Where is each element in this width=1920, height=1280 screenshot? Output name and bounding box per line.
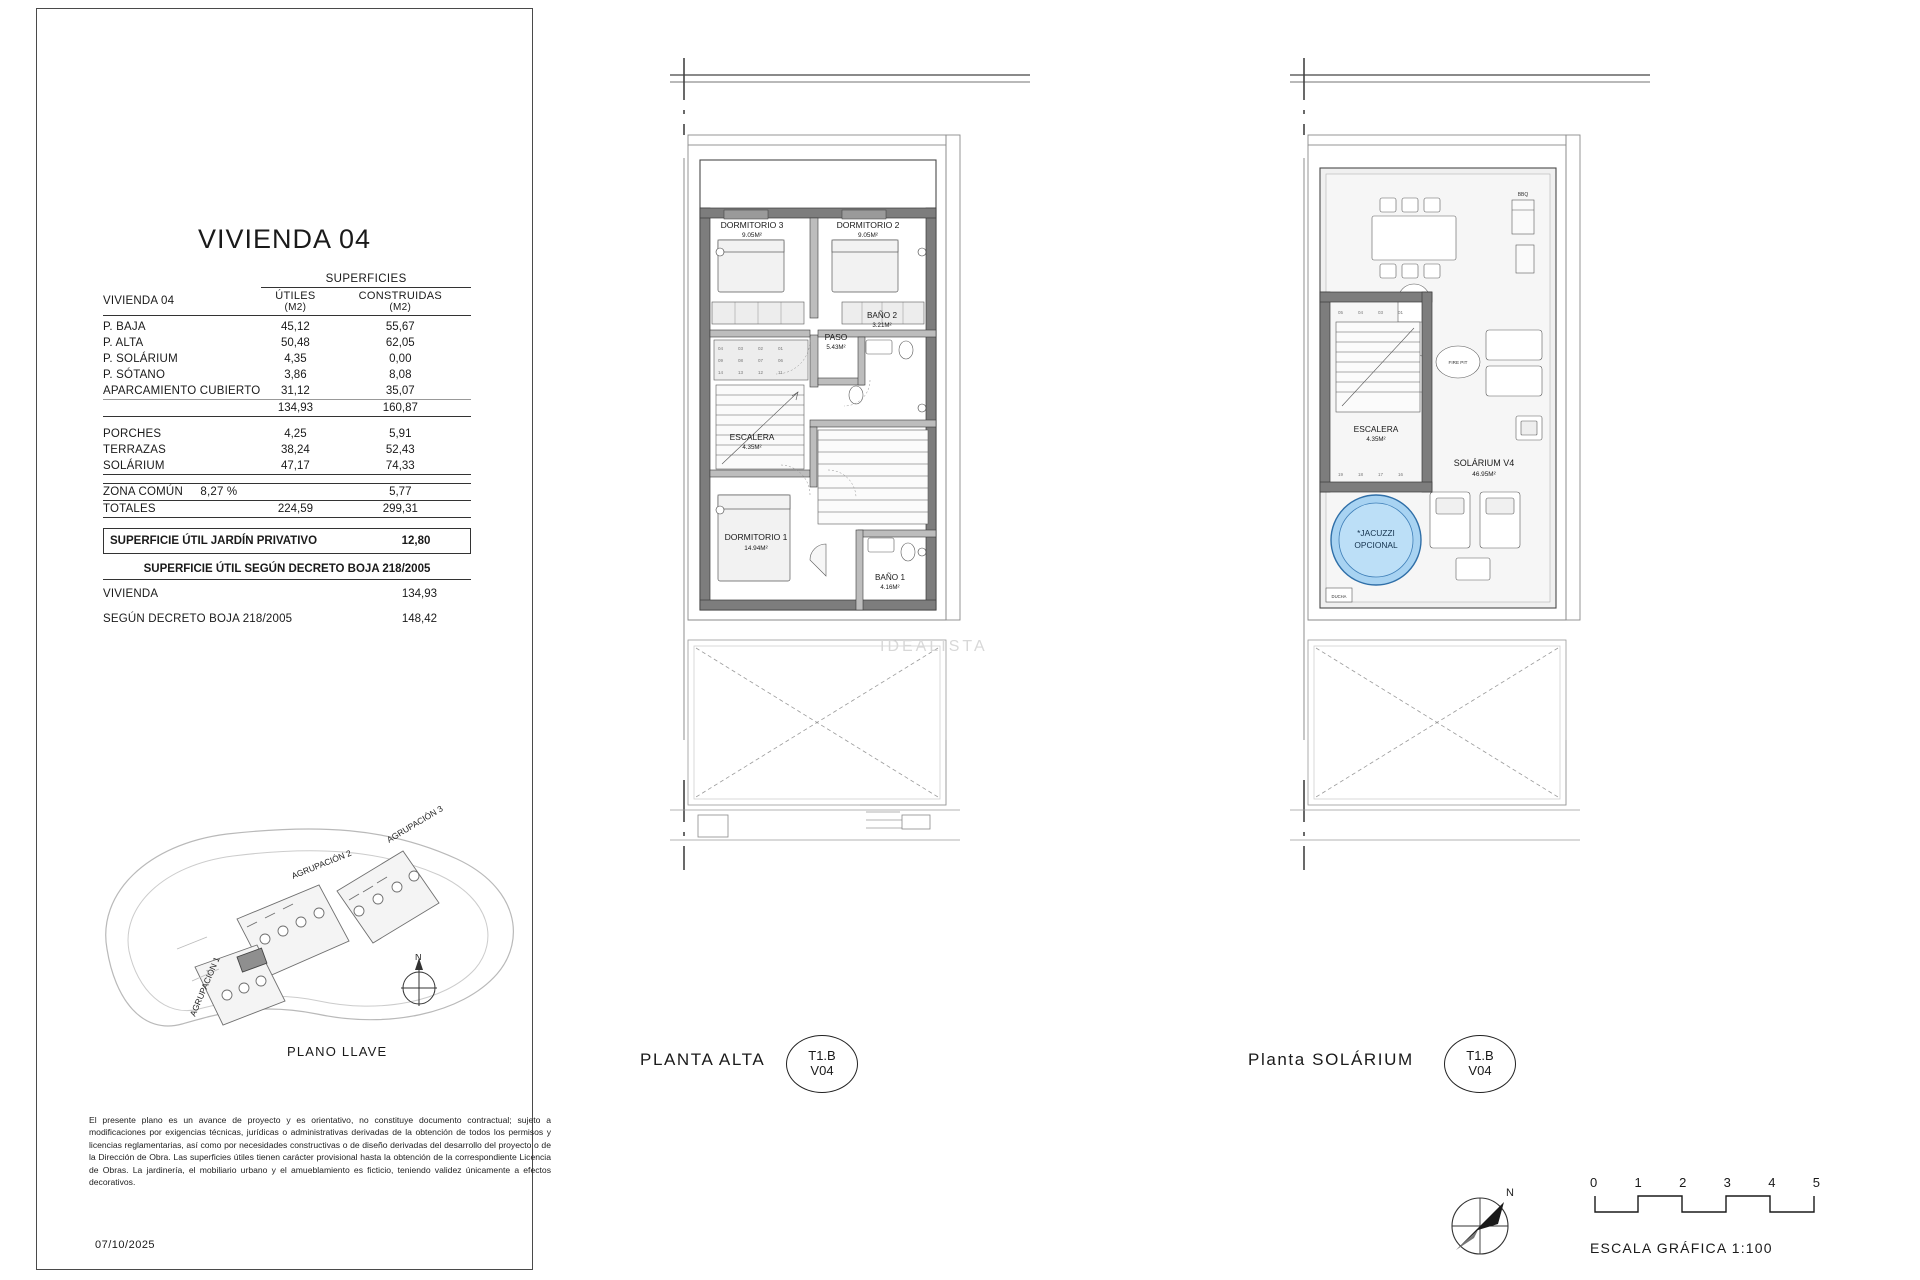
row-utiles: 50,48: [281, 337, 310, 349]
svg-text:08: 08: [738, 358, 744, 363]
svg-text:05: 05: [1338, 310, 1344, 315]
decreto-value: 148,42: [401, 613, 438, 625]
svg-text:07: 07: [758, 358, 764, 363]
table-row: [103, 426, 471, 442]
row-construidas: 62,05: [385, 337, 415, 349]
row-utiles: 47,17: [261, 458, 329, 475]
room-label-bano-1: BAÑO 1: [874, 573, 906, 582]
north-arrow-sheet: [1440, 1178, 1526, 1264]
svg-text:01: 01: [1398, 310, 1404, 315]
scale-tick: 3: [1723, 1175, 1731, 1190]
watermark: IDEALISTA: [880, 638, 988, 655]
svg-text:14: 14: [718, 370, 724, 375]
zona-comun-utiles: [261, 483, 329, 500]
tag-unit: V04: [810, 1063, 834, 1078]
svg-text:12: 12: [758, 370, 764, 375]
decreto-header: SUPERFICIE ÚTIL SEGÚN DECRETO BOJA 218/2005: [103, 554, 471, 580]
svg-text:13: 13: [738, 370, 744, 375]
row-utiles: 4,35: [284, 353, 307, 365]
disclaimer-text: El presente plano es un avance de proyecto y es orientativo, no constituye documento contractual; sujeto a modificaciones por exigencias técnicas, jurídicas o administrativas derivadas de la obtención de todos los permisos y licencias reglamentarias, así como por necesidades constructivas o de diseño derivadas del desarrollo del proyecto o de la Dirección de Obra. Las superficies útiles tienen carácter provisional hasta la obtención de la correspondiente Licencia de Obras. La jardinería, el mobiliario urbano y el amueblamiento es ficticio, teniendo validez únicamente a efectos decorativos.: [89, 1115, 551, 1188]
svg-text:9.05M²: 9.05M²: [742, 232, 762, 239]
scale-tick: 5: [1812, 1175, 1820, 1190]
row-utiles: 31,12: [261, 383, 329, 400]
tag-type: T1.B: [808, 1048, 836, 1064]
room-label-bano-2: BAÑO 2: [866, 311, 898, 320]
svg-text:5.43M²: 5.43M²: [826, 344, 846, 351]
subtotal-utiles: 134,93: [261, 400, 329, 417]
tag-unit: V04: [1468, 1063, 1492, 1078]
decreto-row: [103, 611, 471, 627]
tag-type: T1.B: [1466, 1048, 1494, 1064]
room-label-paso: PASO: [824, 332, 848, 342]
svg-text:N: N: [415, 954, 422, 962]
room-label-solarium-v4: SOLÁRIUM V4: [1453, 458, 1515, 468]
svg-text:14.94M²: 14.94M²: [744, 545, 768, 552]
row-construidas: 5,91: [389, 427, 412, 440]
svg-text:4.35M²: 4.35M²: [1366, 436, 1386, 443]
svg-text:18: 18: [1358, 472, 1364, 477]
key-plan-caption: PLANO LLAVE: [287, 1044, 388, 1059]
table-subtotal-row: [103, 400, 471, 417]
col-utiles: [261, 288, 329, 316]
row-label: APARCAMIENTO CUBIERTO: [103, 383, 261, 400]
scale-ticks: [1590, 1175, 1820, 1192]
page-title: VIVIENDA 04: [197, 224, 372, 254]
row-utiles: 3,86: [284, 369, 307, 381]
scale-bar: [1590, 1175, 1820, 1223]
planta-solarium-tag: [1444, 1035, 1516, 1093]
ducha-label: DUCHA: [1331, 594, 1347, 599]
subtotal-construidas: 160,87: [330, 400, 471, 417]
decreto-label: SEGÚN DECRETO BOJA 218/2005: [103, 613, 293, 625]
scale-tick: 4: [1768, 1175, 1776, 1190]
jacuzzi-label-1: *JACUZZI: [1357, 528, 1395, 538]
svg-text:11: 11: [778, 370, 783, 375]
row-construidas: 0,00: [389, 353, 412, 365]
zona-comun-pct: 8,27 %: [200, 485, 238, 498]
svg-text:06: 06: [778, 358, 784, 363]
svg-text:16: 16: [1398, 472, 1404, 477]
svg-text:46.95M²: 46.95M²: [1472, 471, 1496, 478]
table-row: [103, 458, 471, 475]
scale-tick: 1: [1634, 1175, 1642, 1190]
row-utiles: 4,25: [284, 427, 307, 440]
room-label-escalera: ESCALERA: [729, 432, 775, 442]
col-construidas-unit: (M2): [389, 302, 412, 313]
svg-text:04: 04: [718, 346, 724, 351]
svg-text:4.35M²: 4.35M²: [742, 444, 762, 451]
room-label-dormitorio-3: DORMITORIO 3: [720, 220, 784, 230]
row-utiles: 45,12: [281, 321, 310, 333]
table-row-label-header: VIVIENDA 04: [103, 295, 175, 308]
svg-text:02: 02: [758, 346, 764, 351]
jardin-value: 12,80: [401, 535, 431, 547]
svg-text:03: 03: [738, 346, 744, 351]
zona-comun-construidas: 5,77: [330, 483, 471, 500]
svg-text:04: 04: [1358, 310, 1364, 315]
col-utiles-unit: (M2): [284, 302, 307, 313]
row-label: P. ALTA: [103, 337, 144, 349]
row-label: P. SOLÁRIUM: [103, 353, 178, 365]
table-row: [103, 442, 471, 458]
table-row: [103, 351, 471, 367]
totales-utiles: 224,59: [261, 500, 329, 517]
table-group-header: SUPERFICIES: [261, 271, 471, 288]
room-label-dormitorio-1: DORMITORIO 1: [724, 532, 788, 542]
north-arrow-keyplan: [389, 954, 449, 1014]
row-label: P. SÓTANO: [103, 369, 166, 381]
svg-text:09: 09: [718, 358, 724, 363]
keyplan-group-1-label: AGRUPACIÓN 1: [187, 955, 222, 1018]
svg-text:9.05M²: 9.05M²: [858, 232, 878, 239]
planta-solarium-caption: Planta SOLÁRIUM: [1248, 1050, 1414, 1069]
table-zona-comun-row: [103, 483, 471, 500]
surface-table: [103, 271, 471, 627]
svg-text:4.16M²: 4.16M²: [880, 584, 900, 591]
scale-bar-graphic: [1590, 1192, 1820, 1218]
svg-text:N: N: [1506, 1187, 1514, 1199]
row-construidas: 8,08: [389, 369, 412, 381]
room-label-escalera-sol: ESCALERA: [1353, 424, 1399, 434]
key-plan: [87, 799, 557, 1059]
svg-text:01: 01: [778, 346, 784, 351]
firepit-label: FIRE PIT: [1448, 360, 1468, 365]
row-utiles: 38,24: [281, 443, 310, 456]
svg-text:3.21M²: 3.21M²: [872, 322, 892, 329]
bbq-label: BBQ: [1517, 192, 1529, 198]
totales-construidas: 299,31: [330, 500, 471, 517]
planta-alta-caption: PLANTA ALTA: [640, 1050, 766, 1069]
sheet-date: 07/10/2025: [95, 1239, 156, 1251]
table-row: [103, 367, 471, 383]
jardin-label: SUPERFICIE ÚTIL JARDÍN PRIVATIVO: [110, 535, 318, 547]
scale-label: ESCALA GRÁFICA 1:100: [1590, 1240, 1773, 1256]
decreto-value: 134,93: [401, 588, 438, 600]
svg-text:19: 19: [1338, 472, 1344, 477]
svg-text:17: 17: [1378, 472, 1384, 477]
jardin-row: [103, 528, 471, 554]
col-construidas-name: CONSTRUIDAS: [358, 290, 442, 302]
row-label: PORCHES: [103, 427, 162, 440]
zona-comun-label: ZONA COMÚN: [103, 485, 183, 498]
decreto-row: [103, 586, 471, 602]
jacuzzi-label-2: OPCIONAL: [1354, 540, 1398, 550]
planta-alta-drawing: [660, 40, 1100, 1050]
scale-tick: 0: [1590, 1175, 1598, 1190]
keyplan-group-3-label: AGRUPACIÓN 3: [384, 803, 445, 845]
row-label: SOLÁRIUM: [103, 458, 261, 475]
row-label: TERRAZAS: [103, 443, 166, 456]
row-construidas: 55,67: [385, 321, 415, 333]
row-construidas: 52,43: [385, 443, 415, 456]
info-panel: [36, 8, 551, 1270]
totales-label: TOTALES: [103, 500, 261, 517]
table-row: [103, 319, 471, 335]
row-construidas: 35,07: [330, 383, 471, 400]
table-row: [103, 335, 471, 351]
table-row: [103, 383, 471, 400]
row-construidas: 74,33: [330, 458, 471, 475]
decreto-label: VIVIENDA: [103, 588, 159, 600]
keyplan-group-2-label: AGRUPACIÓN 2: [290, 847, 353, 881]
room-label-dormitorio-2: DORMITORIO 2: [836, 220, 900, 230]
row-label: P. BAJA: [103, 321, 146, 333]
planta-solarium-drawing: [1280, 40, 1720, 1050]
col-utiles-name: ÚTILES: [275, 290, 316, 302]
table-totales-row: [103, 500, 471, 517]
planta-alta-tag: [786, 1035, 858, 1093]
scale-tick: 2: [1679, 1175, 1687, 1190]
svg-text:03: 03: [1378, 310, 1384, 315]
col-construidas: [330, 288, 471, 316]
